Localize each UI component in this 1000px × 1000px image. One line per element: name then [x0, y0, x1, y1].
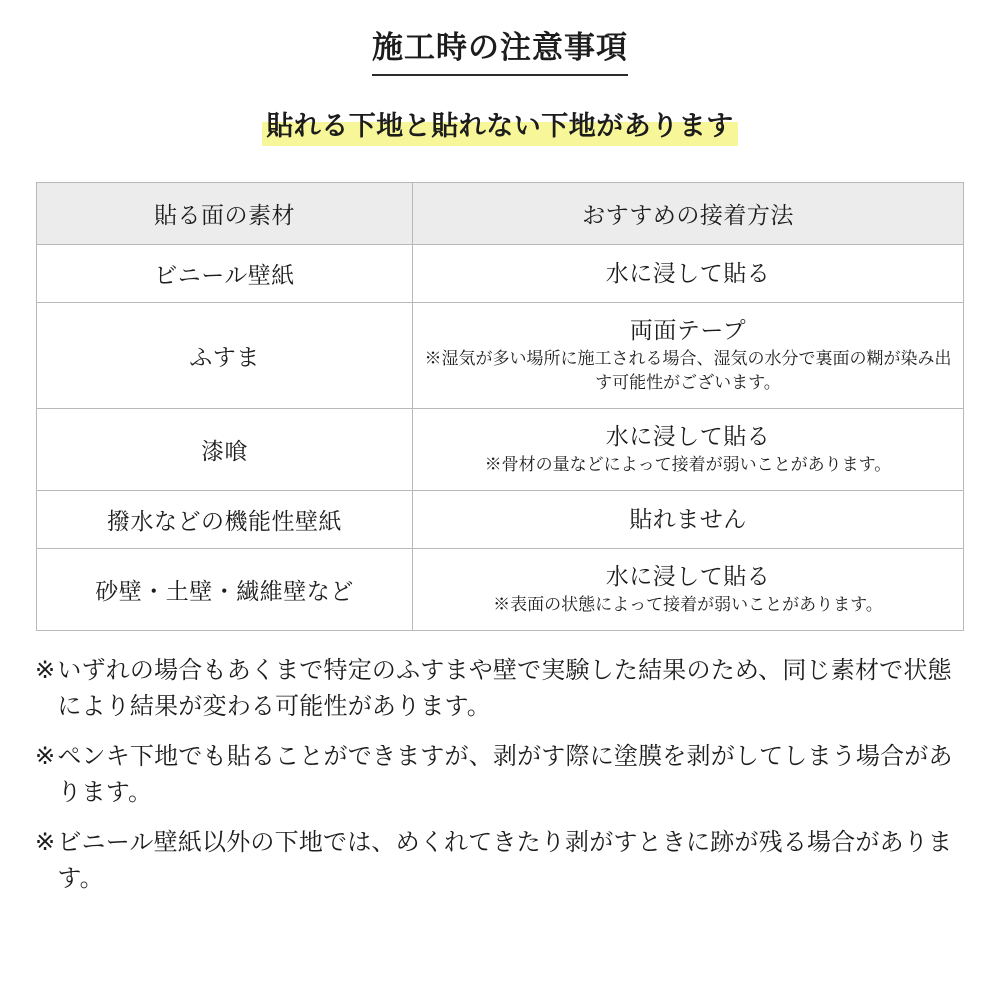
cell-material: ビニール壁紙 — [37, 244, 413, 302]
cell-method-note: ※湿気が多い場所に施工される場合、湿気の水分で裏面の糊が染み出す可能性がございます。 — [424, 349, 952, 393]
table-row — [37, 302, 964, 408]
table-row — [37, 408, 964, 490]
table-row — [37, 548, 964, 630]
footnote-mark: ※ — [35, 828, 56, 856]
cell-material: 撥水などの機能性壁紙 — [37, 490, 413, 548]
table-row — [37, 244, 964, 302]
table-header-row — [37, 182, 964, 244]
cell-method — [413, 302, 964, 408]
cell-method-main: 両面テープ — [629, 316, 747, 343]
footnote-item — [35, 825, 965, 897]
footnotes — [35, 653, 965, 897]
footnote-text: ビニール壁紙以外の下地では、めくれてきたり剥がすときに跡が残る場合があります。 — [57, 828, 953, 892]
spec-table-container — [36, 182, 964, 631]
page-subtitle: 貼れる下地と貼れない下地があります — [262, 110, 738, 146]
column-header-material: 貼る面の素材 — [37, 182, 413, 244]
cell-method — [413, 408, 964, 490]
cell-method — [413, 490, 964, 548]
table-row — [37, 490, 964, 548]
cell-method — [413, 548, 964, 630]
cell-material: 漆喰 — [37, 408, 413, 490]
spec-table — [36, 182, 964, 631]
footnote-mark: ※ — [35, 742, 56, 770]
page-subtitle-container — [0, 110, 1000, 146]
cell-method-main: 水に浸して貼る — [605, 423, 771, 449]
footnote-item — [35, 739, 965, 811]
cell-method-main: 水に浸して貼る — [605, 563, 771, 589]
footnote-item — [35, 653, 965, 725]
table-body — [37, 244, 964, 630]
page-title-container — [0, 0, 1000, 76]
cell-material: 砂壁・土壁・繊維壁など — [37, 548, 413, 630]
table-header — [37, 182, 964, 244]
column-header-method: おすすめの接着方法 — [413, 182, 964, 244]
footnote-text: ペンキ下地でも貼ることができますが、剥がす際に塗膜を剥がしてしまう場合があります。 — [57, 742, 953, 806]
cell-method-main: 水に浸して貼る — [605, 260, 771, 287]
cell-material: ふすま — [37, 302, 413, 408]
footnote-text: いずれの場合もあくまで特定のふすまや壁で実験した結果のため、同じ素材で状態により結果が変わる可能性があります。 — [57, 656, 952, 720]
cell-method-main: 貼れません — [629, 506, 747, 533]
page-title: 施工時の注意事項 — [372, 22, 628, 76]
footnote-mark: ※ — [35, 656, 56, 684]
cell-method-note: ※骨材の量などによって接着が弱いことがあります。 — [484, 455, 892, 475]
cell-method-note: ※表面の状態によって接着が弱いことがあります。 — [493, 595, 883, 615]
cell-method — [413, 244, 964, 302]
